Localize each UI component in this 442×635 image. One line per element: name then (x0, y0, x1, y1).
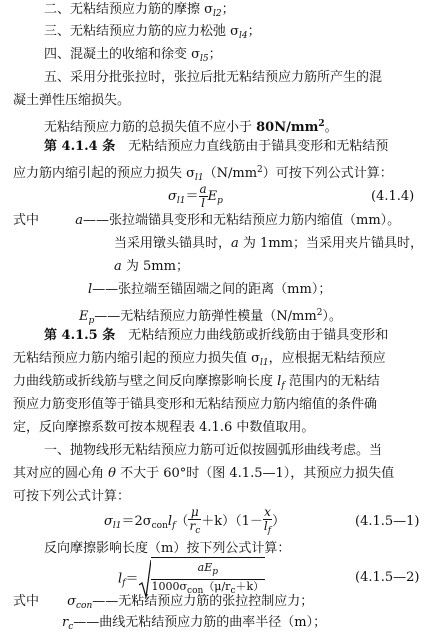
text-line-21: 可按下列公式计算： (13, 489, 131, 504)
denominator (188, 520, 201, 538)
subscript: p (88, 316, 95, 326)
text: ——张拉端至锚固端之间的距离（mm）； (92, 282, 332, 297)
symbol: r (189, 518, 196, 533)
symbol: l (118, 571, 123, 587)
text-line-18: 定，反向摩擦系数可按本规程表 4.1.6 中数值取用。 (13, 420, 315, 435)
subscript: l1 (195, 173, 204, 183)
text: 为 1mm；当采用夹片锚具时， (238, 236, 423, 251)
subscript: con (187, 586, 204, 596)
text-line-5: 凝土弹性压缩损失。 (13, 93, 131, 108)
text-line-1 (44, 2, 235, 22)
symbol: l (277, 374, 282, 389)
text-line-11 (114, 259, 189, 275)
symbol: a (231, 236, 239, 251)
text: ； (221, 2, 235, 17)
text-line-2 (44, 24, 261, 44)
subscript: l1 (260, 358, 269, 368)
text-line-4: 五、采用分批张拉时，张拉后批无粘结预应力筋所产生的混 (44, 70, 383, 85)
symbol: E (79, 309, 89, 324)
text: 无粘结预应力曲线筋或折线筋由于锚具变形和 (115, 328, 389, 343)
denominator: l (201, 196, 205, 210)
equation-number: (4.1.5—2) (355, 570, 420, 585)
subscript: con (76, 601, 93, 611)
text-line-24 (62, 615, 326, 635)
superscript: 2 (316, 308, 323, 318)
numerator: a (199, 182, 207, 196)
text: 其对应的圆心角 (13, 466, 109, 481)
text: ） (272, 514, 286, 529)
text: 为 5mm； (121, 259, 189, 274)
text: ＝2σ (121, 514, 152, 529)
symbol: E (207, 189, 218, 204)
numerator: x (264, 504, 271, 519)
symbol: l (88, 282, 93, 297)
text: 无粘结预应力筋的总损失值不应小于 (44, 120, 257, 135)
subscript: l4 (239, 31, 248, 41)
text: 二、无粘结预应力筋的摩擦 σ (44, 2, 214, 17)
subscript: c (68, 622, 74, 632)
symbol: a (114, 259, 122, 274)
text: ——曲线无粘结预应力筋的曲率半径（m）； (73, 615, 327, 630)
text: 无粘结预应力直线筋由于锚具变形和无粘结预 (115, 139, 389, 154)
text-line-19: 一、抛物线形无粘结预应力筋可近似按圆弧形曲线考虑。当 (44, 443, 383, 458)
text: 四、混凝土的收缩和徐变 σ (44, 47, 201, 62)
text-line-17: 预应力筋变形值等于锚具变形和无粘结预应力筋内缩值的条件确 (13, 397, 378, 412)
text: 1000σ (151, 580, 188, 593)
label: 式中 (13, 213, 40, 228)
text: 三、无粘结预应力筋的应力松弛 σ (44, 24, 240, 39)
subscript: f (122, 578, 126, 589)
symbol: σ (168, 189, 177, 204)
text-line-9 (13, 213, 400, 229)
equation-number: (4.1.4) (371, 189, 415, 204)
text-line-23 (13, 594, 313, 614)
article-number: 第 4.1.4 条 (44, 139, 116, 154)
symbol: σ (67, 594, 77, 609)
text-line-15 (13, 351, 386, 371)
text: ——张拉端锚具变形和无粘结预应力筋内缩值（mm）。 (83, 213, 401, 228)
superscript: 2 (318, 119, 325, 129)
text: aE (197, 561, 213, 574)
text: 范围内的无粘结 (284, 374, 380, 389)
symbol: σ (104, 514, 113, 529)
equals: ＝ (125, 571, 139, 587)
text: ＋k）（1－ (201, 514, 263, 529)
symbol: r (62, 615, 69, 630)
text-line-3 (44, 47, 222, 67)
symbol: a (75, 213, 84, 228)
subscript: l1 (176, 196, 186, 206)
text: 不大于 60°时（图 4.1.5—1），其预应力损失值 (115, 466, 395, 481)
text: ——无粘结预应力筋的张拉控制应力； (92, 594, 314, 609)
text-line-16 (13, 374, 380, 394)
text: （ (175, 514, 189, 529)
subscript: p (217, 196, 223, 206)
fraction (199, 183, 208, 210)
fraction (188, 506, 201, 538)
text-line-10 (114, 236, 423, 252)
text: （μ/r (203, 580, 231, 593)
sqrt-sign (139, 559, 151, 599)
text: ； (208, 47, 222, 62)
subscript: f (267, 525, 272, 536)
numerator (151, 561, 266, 580)
text: 力曲线筋或折线筋与壁之间反向摩擦影响长度 (13, 374, 278, 389)
denominator (263, 520, 272, 538)
text: ，应根据无粘结预应 (268, 351, 386, 366)
equation-number: (4.1.5—1) (355, 514, 420, 529)
text: 80N/mm (256, 120, 319, 135)
subscript: con (151, 521, 168, 531)
superscript: 2 (257, 165, 263, 175)
article-number: 第 4.1.5 条 (44, 328, 116, 343)
symbol: l (167, 514, 173, 529)
text: （N/mm (203, 166, 258, 181)
text-line-22: 反向摩擦影响长度（m）按下列公式计算： (44, 541, 291, 556)
subscript: c (230, 586, 236, 596)
text: ； (247, 24, 261, 39)
numerator: μ (188, 506, 201, 520)
equals: ＝ (185, 189, 199, 204)
text: ）。 (322, 309, 342, 324)
text-line-7 (44, 139, 388, 155)
subscript: f (281, 381, 285, 391)
text: 当采用镦头锚具时， (114, 236, 232, 251)
subscript: l5 (200, 54, 209, 64)
fraction (263, 506, 272, 538)
subscript: p (212, 567, 219, 577)
text: 无粘结预应力筋内缩引起的预应力损失值 σ (13, 351, 261, 366)
symbol: l (263, 518, 268, 533)
text-line-12 (88, 282, 331, 298)
label: 式中 (13, 594, 40, 609)
text-line-20 (13, 466, 394, 482)
fraction (151, 561, 266, 598)
text: ）可按下列公式计算： (262, 166, 393, 181)
text: 应力筋内缩引起的预应力损失 σ (13, 166, 196, 181)
subscript: f (172, 521, 176, 531)
text-line-14 (44, 328, 388, 344)
text: ——无粘结预应力筋弹性模量（N/mm (94, 309, 317, 324)
text: 。 (324, 120, 338, 135)
text: ＋k） (235, 580, 265, 593)
text-line-13 (79, 305, 342, 329)
equation-4-1-5-1 (104, 503, 285, 545)
subscript: l1 (112, 521, 122, 531)
symbol: θ (108, 466, 116, 481)
subscript: l2 (213, 9, 222, 19)
subscript: c (195, 525, 201, 536)
text-line-6 (44, 116, 338, 136)
